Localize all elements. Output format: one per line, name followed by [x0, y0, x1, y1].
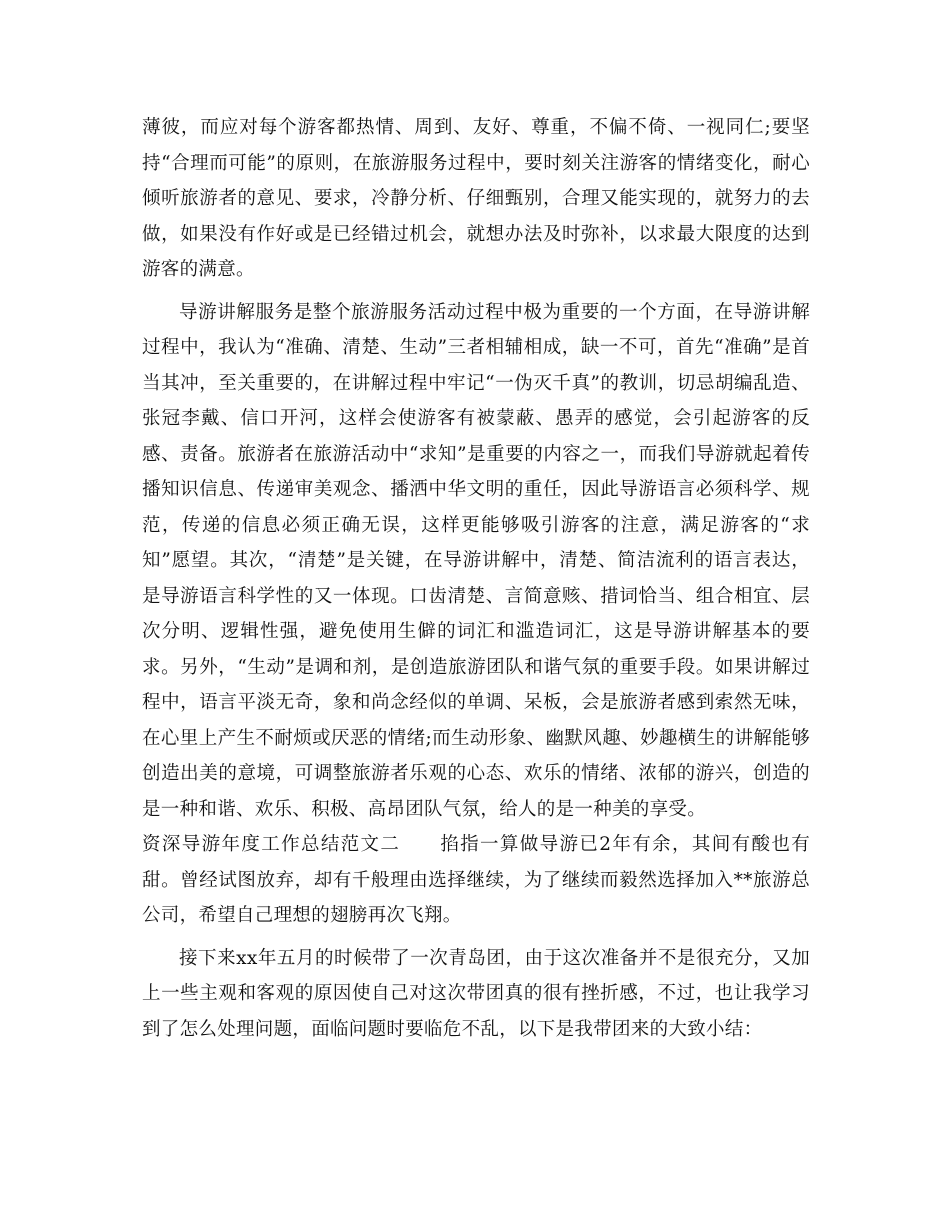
paragraph-continued: 薄彼，而应对每个游客都热情、周到、友好、尊重，不偏不倚、一视同仁;要坚持“合理而可能”的原则，在旅游服务过程中，要时刻关注游客的情绪变化，耐心倾听旅游者的意见、要求，冷静分析、仔细甄别，合理又能实现的，就努力的去做，如果没有作好或是已经错过机会，就想办法及时弥补，以求最大限度的达到游客的满意。 — [142, 117, 810, 280]
paragraph-guide-explanation: 导游讲解服务是整个旅游服务活动过程中极为重要的一个方面，在导游讲解过程中，我认为“准确、清楚、生动”三者相辅相成，缺一不可，首先“准确”是首当其冲，至关重要的，在讲解过程中牢记“一伪灭千真”的教训，切忌胡编乱造、张冠李戴、信口开河，这样会使游客有被蒙蔽、愚弄的感觉，会引起游客的反感、责备。旅游者在旅游活动中“求知”是重要的内容之一，而我们导游就起着传播知识信息、传递审美观念、播洒中华文明的重任，因此导游语言必须科学、规范，传递的信息必须正确无误，这样更能够吸引游客的注意，满足游客的“求知”愿望。其次，“清楚”是关键，在导游讲解中，清楚、简洁流利的语言表达，是导游语言科学性的又一体现。口齿清楚、言简意赅、措词恰当、组合相宜、层次分明、逻辑性强，避免使用生僻的词汇和滥造词汇，这是导游讲解基本的要求。另外，“生动”是调和剂，是创造旅游团队和谐气氛的重要手段。如果讲解过程中，语言平淡无奇，象和尚念经似的单调、呆板，会是旅游者感到索然无味，在心里上产生不耐烦或厌恶的情绪;而生动形象、幽默风趣、妙趣横生的讲解能够创造出美的意境，可调整旅游者乐观的心态、欢乐的情绪、浓郁的游兴，创造的是一种和谐、欢乐、积极、高昂团队气氛，给人的是一种美的享受。 — [142, 301, 810, 820]
paragraph-qingdao-tour: 接下来xx年五月的时候带了一次青岛团，由于这次准备并不是很充分，又加上一些主观和客观的原因使自己对这次带团真的很有挫折感，不过，也让我学习到了怎么处理问题，面临问题时要临危不乱，以下是我带团来的大致小结： — [142, 947, 810, 1040]
section-heading: 资深导游年度工作总结范文二 — [142, 834, 401, 855]
section-start — [142, 827, 810, 934]
paragraph-two-years: 掐指一算做导游已2年有余，其间有酸也有甜。曾经试图放弃，却有千般理由选择继续，为了继续而毅然选择加入**旅游总公司，希望自己理想的翅膀再次飞翔。 — [142, 834, 810, 926]
document-body — [142, 110, 810, 1054]
